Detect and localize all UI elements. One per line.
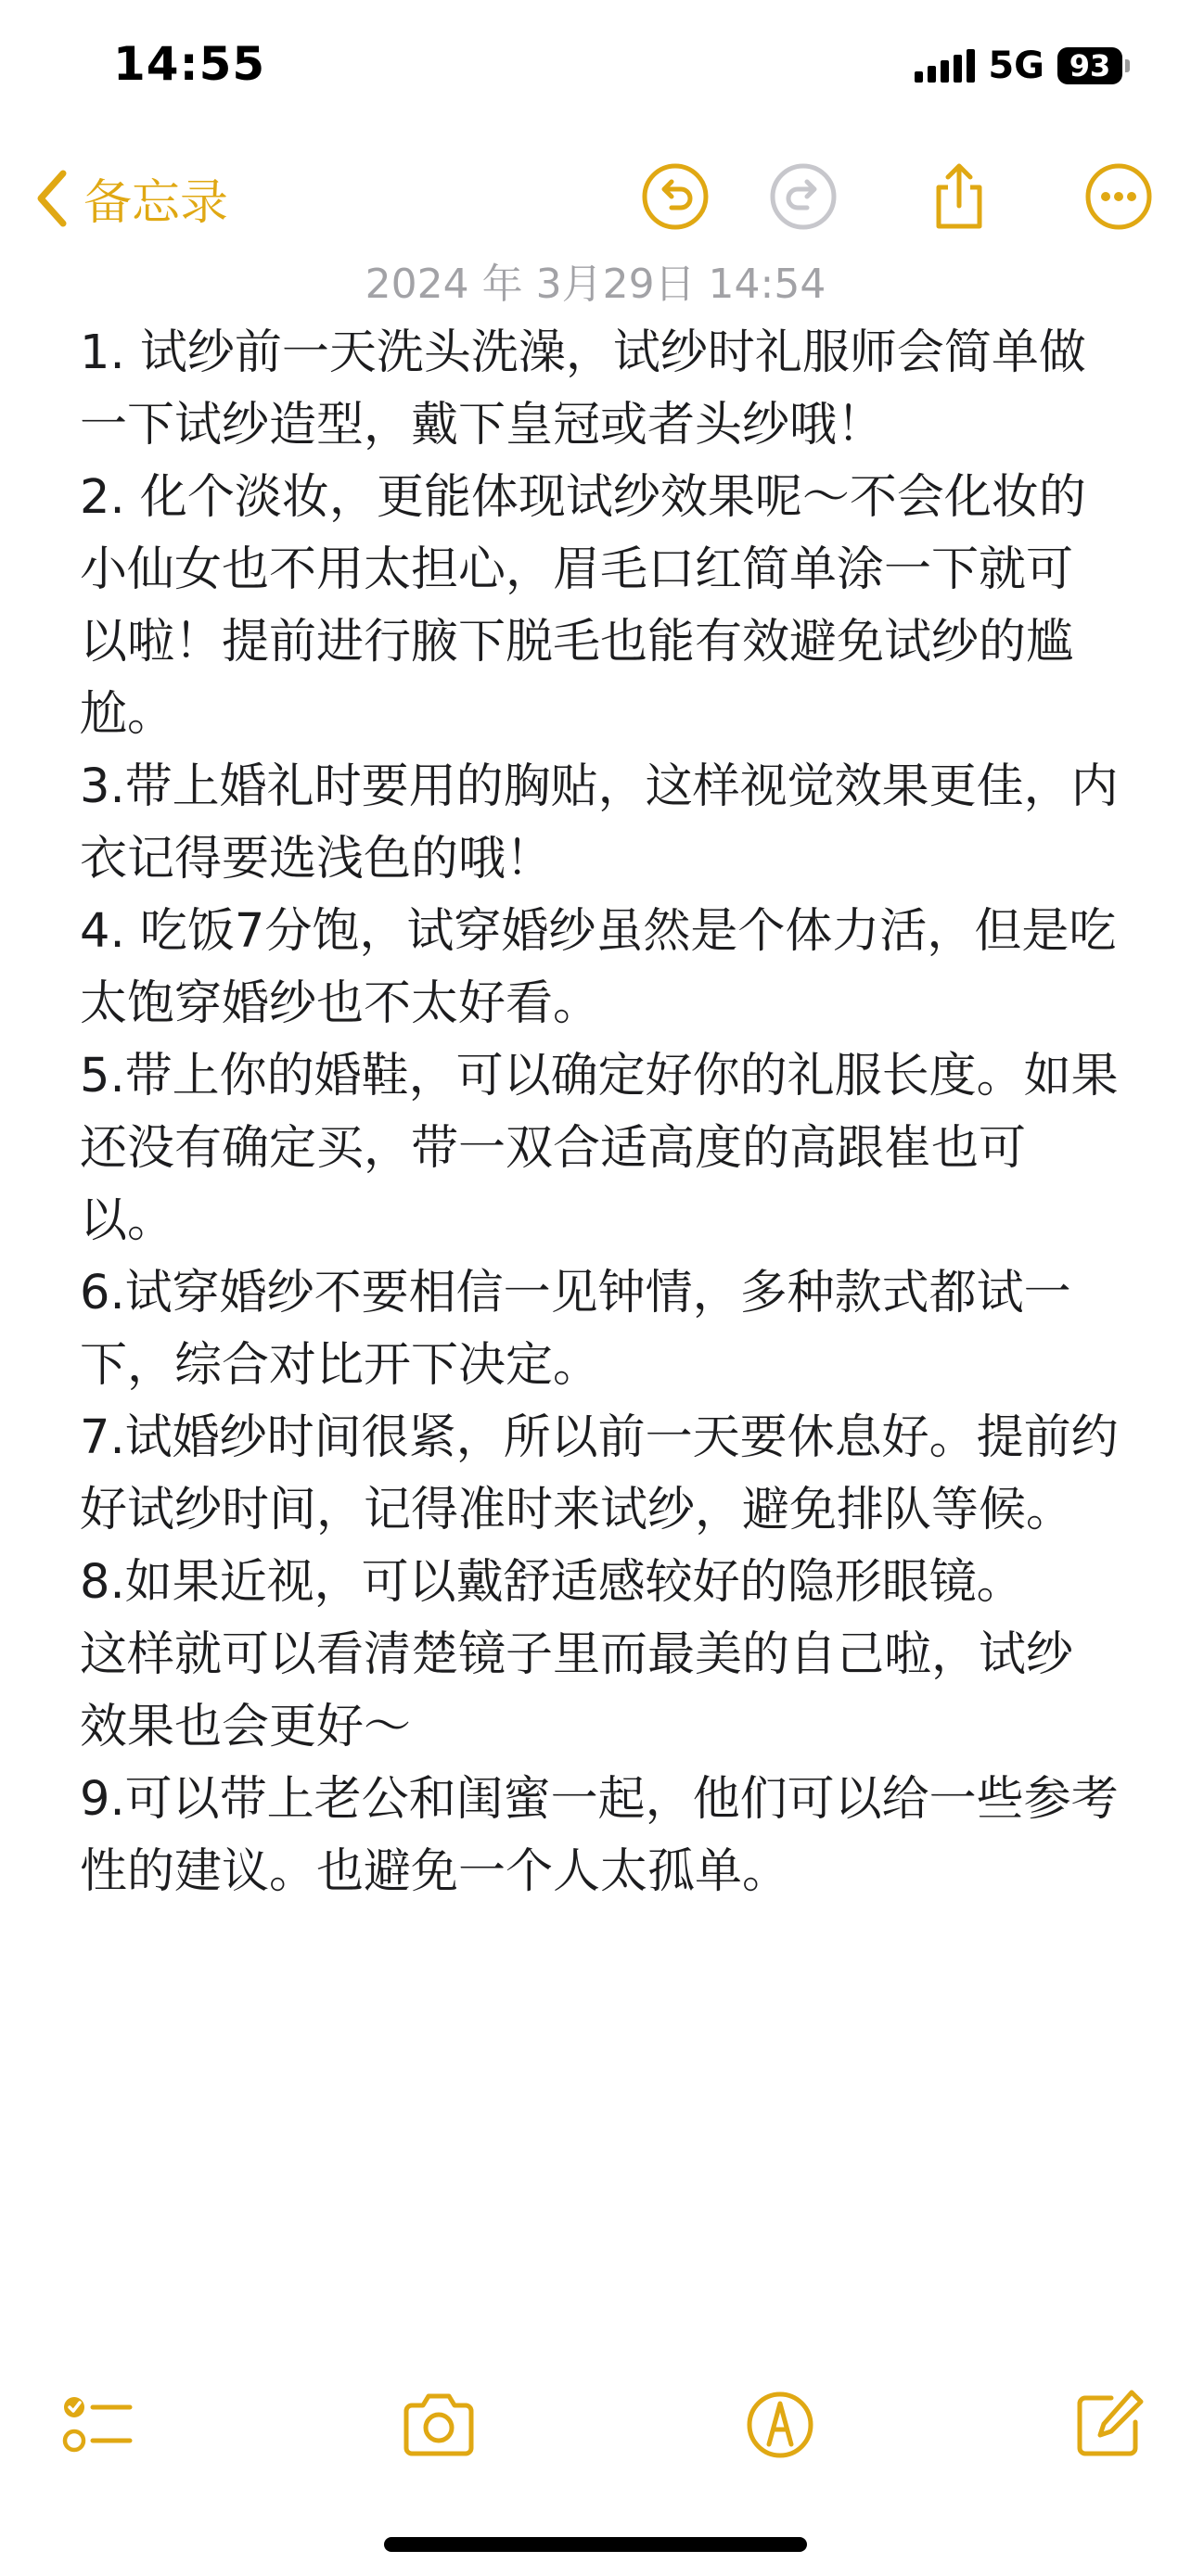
note-paragraph-8: 8.如果近视，可以戴舒适感较好的隐形眼镜。 这样就可以看清楚镜子里而最美的自己啦，试纱效果也会更好～ [80, 1555, 1074, 1754]
status-time: 14:55 [113, 37, 266, 91]
share-icon[interactable] [924, 161, 994, 232]
checklist-icon[interactable] [54, 2383, 137, 2467]
battery-cap [1125, 59, 1130, 72]
note-paragraph-7: 7.试婚纱时间很紧，所以前一天要休息好。提前约好试纱时间，记得准时来试纱，避免排队等候。 [80, 1410, 1119, 1537]
note-paragraph-4: 4. 吃饭7分饱，试穿婚纱虽然是个体力活，但是吃太饱穿婚纱也不太好看。 [80, 904, 1117, 1031]
cellular-signal-icon [915, 49, 975, 83]
note-date: 2024 年 3月29日 14:54 [365, 261, 826, 308]
redo-icon[interactable] [768, 161, 839, 232]
more-icon[interactable] [1083, 161, 1154, 232]
status-bar [0, 0, 1191, 139]
note-paragraph-6: 6.试穿婚纱不要相信一见钟情，多种款式都试一下，综合对比开下决定。 [80, 1266, 1071, 1393]
note-toolbar [0, 158, 1191, 241]
battery-level: 93 [1057, 47, 1122, 84]
network-type-label: 5G [988, 45, 1044, 87]
back-button-label: 备忘录 [83, 175, 229, 231]
note-paragraph-9: 9.可以带上老公和闺蜜一起，他们可以给一些参考性的建议。也避免一个人太孤单。 [80, 1772, 1119, 1899]
note-paragraph-2: 2. 化个淡妆，更能体现试纱效果呢～不会化妆的小仙女也不用太担心，眉毛口红简单涂一下就可以啦！提前进行腋下脱毛也能有效避免试纱的尴尬。 [80, 470, 1086, 742]
camera-icon[interactable] [397, 2383, 480, 2467]
battery-icon [1057, 47, 1130, 84]
home-indicator[interactable] [384, 2537, 807, 2552]
bottom-toolbar [0, 2383, 1191, 2476]
compose-icon[interactable] [1067, 2383, 1150, 2467]
chevron-left-icon [33, 168, 70, 229]
note-paragraph-5: 5.带上你的婚鞋，可以确定好你的礼服长度。如果还没有确定买，带一双合适高度的高跟崔也可以。 [80, 1049, 1119, 1248]
note-body[interactable] [80, 317, 1119, 1908]
note-paragraph-3: 3.带上婚礼时要用的胸贴，这样视觉效果更佳，内衣记得要选浅色的哦！ [80, 759, 1119, 886]
note-paragraph-1: 1. 试纱前一天洗头洗澡，试纱时礼服师会简单做一下试纱造型，戴下皇冠或者头纱哦！ [80, 325, 1086, 453]
undo-icon[interactable] [640, 161, 711, 232]
markup-pen-icon[interactable] [738, 2383, 822, 2467]
status-indicators [915, 45, 1130, 87]
back-button[interactable] [33, 163, 228, 233]
